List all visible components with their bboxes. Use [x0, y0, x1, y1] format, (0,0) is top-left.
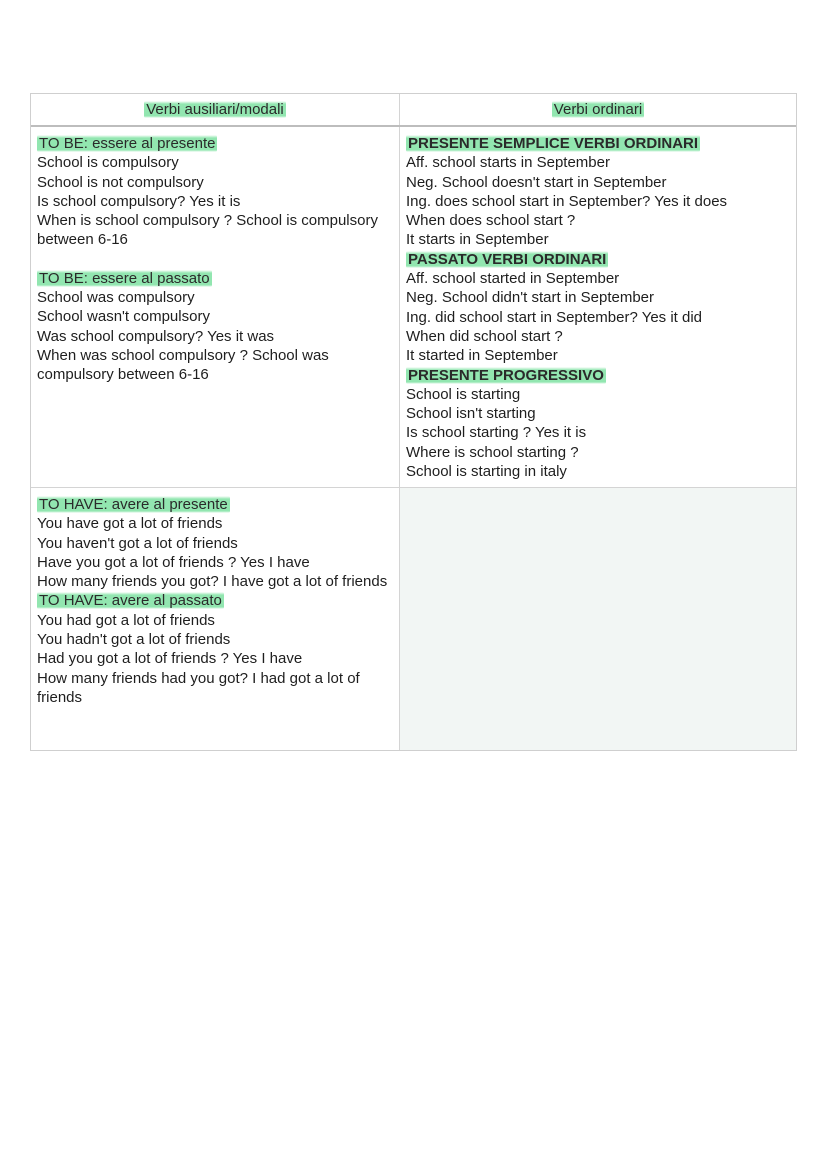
heading-past-ordinary: PASSATO VERBI ORDINARI — [408, 250, 607, 268]
section-heading-line — [37, 495, 393, 514]
section-heading-line — [406, 250, 790, 269]
text-line: How many friends you got? I have got a lot of friends — [37, 573, 388, 591]
heading-present-progressive: PRESENTE PROGRESSIVO — [408, 366, 604, 384]
section-heading-line — [37, 134, 393, 153]
header-label-ordinary-verbs: Verbi ordinari — [553, 101, 643, 118]
heading-present-simple: PRESENTE SEMPLICE VERBI ORDINARI — [408, 135, 699, 152]
header-cell-right — [400, 94, 796, 125]
text-line: Ing. does school start in September? Yes it does — [406, 192, 728, 210]
text-line: School wasn't compulsory — [37, 308, 210, 326]
text-line: You hadn't got a lot of friends — [37, 631, 231, 649]
table-header-row — [31, 94, 796, 127]
heading-to-be-present: TO BE: essere al presente — [39, 135, 216, 152]
text-line: School isn't starting — [406, 405, 536, 423]
header-cell-left — [31, 94, 400, 125]
text-line: You had got a lot of friends — [37, 611, 215, 629]
text-line: Ing. did school start in September? Yes it did — [406, 308, 703, 326]
text-line: School was compulsory — [37, 289, 195, 307]
text-line: Had you got a lot of friends ? Yes I have — [37, 650, 303, 668]
section-heading-line — [37, 591, 393, 610]
text-line: It started in September — [406, 347, 558, 365]
text-line: Was school compulsory? Yes it was — [37, 327, 275, 345]
text-line: Neg. School didn't start in September — [406, 289, 654, 307]
text-line: Neg. School doesn't start in September — [406, 173, 667, 191]
heading-to-have-present: TO HAVE: avere al presente — [39, 496, 228, 513]
header-label-auxiliary-verbs: Verbi ausiliari/modali — [146, 101, 284, 118]
heading-to-have-past: TO HAVE: avere al passato — [39, 592, 222, 610]
text-line: You have got a lot of friends — [37, 515, 223, 533]
text-line: School is compulsory — [37, 154, 179, 172]
text-line: School is not compulsory — [37, 173, 204, 191]
section-heading-line — [37, 269, 393, 288]
text-line: When is school compulsory ? School is compulsory between 6-16 — [37, 212, 383, 249]
text-line: School is starting in italy — [406, 463, 567, 481]
text-line: Where is school starting ? — [406, 443, 579, 461]
section-heading-line — [406, 134, 790, 153]
text-line: Is school compulsory? Yes it is — [37, 192, 241, 210]
text-line: Have you got a lot of friends ? Yes I have — [37, 553, 310, 571]
cell-ordinary-verbs — [400, 127, 796, 487]
section-heading-line — [406, 366, 790, 385]
cell-to-have — [31, 488, 400, 750]
empty-cell — [400, 488, 796, 750]
text-line: When was school compulsory ? School was compulsory between 6-16 — [37, 346, 333, 384]
text-line: School is starting — [406, 385, 521, 403]
text-line: Aff. school started in September — [406, 270, 620, 288]
text-line: It starts in September — [406, 231, 549, 249]
grammar-table — [30, 93, 797, 751]
table-row — [31, 127, 796, 488]
spacer — [37, 250, 393, 269]
text-line: When does school start ? — [406, 212, 576, 230]
heading-to-be-past: TO BE: essere al passato — [39, 269, 210, 287]
cell-to-be — [31, 127, 400, 487]
text-line: Is school starting ? Yes it is — [406, 424, 587, 442]
text-line: When did school start ? — [406, 327, 563, 345]
table-row — [31, 488, 796, 750]
text-line: How many friends had you got? I had got a lot of friends — [37, 669, 364, 706]
text-line: You haven't got a lot of friends — [37, 534, 238, 552]
text-line: Aff. school starts in September — [406, 154, 610, 172]
